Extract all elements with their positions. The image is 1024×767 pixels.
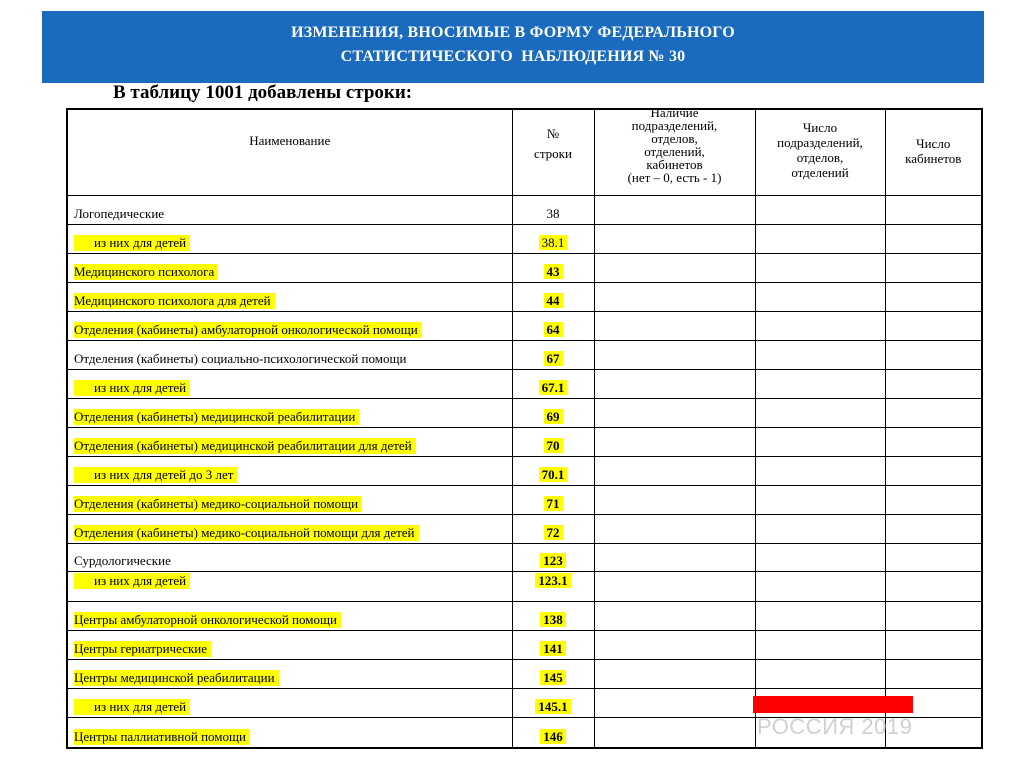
cell-subdivision-count[interactable] [755, 369, 885, 398]
header-subdivision-count [755, 109, 885, 195]
cell-cabinet-count[interactable] [885, 514, 982, 543]
cell-subdivision-count[interactable] [755, 398, 885, 427]
row-number [512, 456, 594, 485]
row-name-text: Отделения (кабинеты) медико-социальной помощи для детей [74, 525, 419, 541]
header-c3-l6: (нет – 0, есть - 1) [627, 170, 722, 185]
table-row [67, 427, 982, 456]
row-name [67, 717, 512, 748]
cell-availability[interactable] [594, 253, 755, 282]
row-name-text: Отделения (кабинеты) медицинской реабилитации для детей [74, 438, 416, 454]
row-name-text: Логопедические [74, 205, 165, 221]
table-row [67, 398, 982, 427]
cell-subdivision-count[interactable] [755, 224, 885, 253]
cell-availability[interactable] [594, 340, 755, 369]
cell-availability[interactable] [594, 514, 755, 543]
cell-availability[interactable] [594, 630, 755, 659]
row-name-text: Медицинского психолога [74, 264, 218, 280]
row-number [512, 688, 594, 717]
subtitle: В таблицу 1001 добавлены строки: [113, 82, 413, 103]
row-name-text: Центры медицинской реабилитации [74, 670, 279, 686]
row-name [67, 601, 512, 630]
row-number-text: 44 [544, 293, 563, 308]
cell-cabinet-count[interactable] [885, 311, 982, 340]
cell-subdivision-count[interactable] [755, 601, 885, 630]
cell-cabinet-count[interactable] [885, 340, 982, 369]
header-num-word: строки [534, 146, 572, 161]
row-name [67, 282, 512, 311]
header-num-symbol: № [546, 126, 560, 141]
table-row [67, 601, 982, 630]
cell-availability[interactable] [594, 195, 755, 224]
cell-subdivision-count[interactable] [755, 427, 885, 456]
title-line-2: СТАТИСТИЧЕСКОГО НАБЛЮДЕНИЯ № 30 [340, 48, 686, 65]
header-c3-l1: Наличие [650, 109, 699, 120]
cell-availability[interactable] [594, 601, 755, 630]
cell-availability[interactable] [594, 485, 755, 514]
table-row [67, 282, 982, 311]
row-number-text: 43 [544, 264, 563, 279]
cell-cabinet-count[interactable] [885, 253, 982, 282]
cell-cabinet-count[interactable] [885, 398, 982, 427]
cell-availability[interactable] [594, 543, 755, 571]
header-name [67, 109, 512, 195]
row-name-text: из них для детей [74, 573, 190, 589]
row-number-text: 70.1 [539, 467, 568, 482]
row-number-text: 141 [540, 641, 566, 656]
row-number [512, 311, 594, 340]
cell-cabinet-count[interactable] [885, 485, 982, 514]
row-number-text: 71 [544, 496, 563, 511]
table-row [67, 369, 982, 398]
cell-cabinet-count[interactable] [885, 224, 982, 253]
title-banner [42, 11, 984, 83]
row-name-text: Центры амбулаторной онкологической помощи [74, 612, 341, 628]
cell-subdivision-count[interactable] [755, 543, 885, 571]
cell-availability[interactable] [594, 659, 755, 688]
table-row [67, 543, 982, 571]
row-number [512, 398, 594, 427]
row-number-text: 38.1 [539, 235, 568, 250]
cell-availability[interactable] [594, 311, 755, 340]
row-number-text: 138 [540, 612, 566, 627]
cell-cabinet-count[interactable] [885, 195, 982, 224]
table-row [67, 659, 982, 688]
row-name [67, 224, 512, 253]
row-number [512, 601, 594, 630]
cell-cabinet-count[interactable] [885, 543, 982, 571]
row-number [512, 427, 594, 456]
row-name [67, 369, 512, 398]
table-row [67, 571, 982, 601]
row-number-text: 123.1 [535, 573, 570, 588]
row-number-text: 146 [540, 729, 566, 744]
row-name [67, 543, 512, 571]
row-number [512, 630, 594, 659]
cell-cabinet-count[interactable] [885, 630, 982, 659]
form-table [66, 108, 983, 749]
row-number-text: 38 [546, 205, 560, 221]
cell-availability[interactable] [594, 571, 755, 601]
cell-subdivision-count[interactable] [755, 195, 885, 224]
cell-cabinet-count[interactable] [885, 282, 982, 311]
cell-subdivision-count[interactable] [755, 630, 885, 659]
row-number-text: 70 [544, 438, 563, 453]
row-name [67, 630, 512, 659]
row-number-text: 64 [544, 322, 563, 337]
row-number-text: 123 [540, 553, 566, 568]
cell-subdivision-count[interactable] [755, 340, 885, 369]
row-number [512, 195, 594, 224]
header-c3-l4: отделений, [644, 144, 705, 159]
row-number [512, 514, 594, 543]
cell-availability[interactable] [594, 398, 755, 427]
row-number [512, 340, 594, 369]
row-number-text: 69 [544, 409, 563, 424]
cell-cabinet-count[interactable] [885, 601, 982, 630]
row-name-text: Медицинского психолога для детей [74, 293, 275, 309]
cell-cabinet-count[interactable] [885, 427, 982, 456]
row-name-text: из них для детей до 3 лет [74, 467, 237, 483]
row-name-text: Отделения (кабинеты) медико-социальной помощи [74, 496, 362, 512]
row-number [512, 485, 594, 514]
row-number [512, 659, 594, 688]
cell-cabinet-count[interactable] [885, 369, 982, 398]
table-row [67, 514, 982, 543]
table-row [67, 340, 982, 369]
table-header-row [67, 109, 982, 195]
row-number-text: 145.1 [535, 699, 570, 714]
row-name-text: Центры паллиативной помощи [74, 729, 250, 745]
red-accent-bar [753, 696, 913, 713]
cell-cabinet-count[interactable] [885, 456, 982, 485]
header-c3-l2: подразделений, [631, 118, 718, 133]
row-number-text: 67.1 [539, 380, 568, 395]
row-name [67, 253, 512, 282]
row-number-text: 145 [540, 670, 566, 685]
table-row [67, 253, 982, 282]
row-name-text: Отделения (кабинеты) медицинской реабилитации [74, 409, 359, 425]
cell-subdivision-count[interactable] [755, 253, 885, 282]
row-number [512, 253, 594, 282]
table-row [67, 311, 982, 340]
row-number-text: 67 [544, 351, 563, 366]
title-line-1: ИЗМЕНЕНИЯ, ВНОСИМЫЕ В ФОРМУ ФЕДЕРАЛЬНОГО [291, 24, 735, 41]
cell-subdivision-count[interactable] [755, 659, 885, 688]
header-name-text: Наименование [249, 133, 331, 148]
row-number [512, 543, 594, 571]
table-row [67, 456, 982, 485]
header-c4-l1: Число [802, 120, 838, 135]
row-number [512, 571, 594, 601]
cell-availability[interactable] [594, 427, 755, 456]
header-c5-l2: кабинетов [905, 151, 962, 166]
header-cabinet-count [885, 109, 982, 195]
cell-cabinet-count[interactable] [885, 571, 982, 601]
header-c4-l4: отделений [791, 165, 849, 180]
cell-cabinet-count[interactable] [885, 659, 982, 688]
row-name-text: Центры гериатрические [74, 641, 211, 657]
row-number-text: 72 [544, 525, 563, 540]
row-name [67, 311, 512, 340]
row-name [67, 456, 512, 485]
header-c4-l2: подразделений, [777, 135, 863, 150]
row-name-text: Отделения (кабинеты) социально-психологической помощи [74, 350, 407, 366]
row-name [67, 571, 512, 601]
row-name-text: Сурдологические [74, 552, 171, 568]
header-availability [594, 109, 755, 195]
cell-subdivision-count[interactable] [755, 311, 885, 340]
row-name [67, 340, 512, 369]
cell-availability[interactable] [594, 688, 755, 717]
row-name [67, 398, 512, 427]
row-name [67, 195, 512, 224]
cell-subdivision-count[interactable] [755, 456, 885, 485]
cell-subdivision-count[interactable] [755, 514, 885, 543]
table-row [67, 224, 982, 253]
row-name-text: из них для детей [74, 235, 190, 251]
cell-availability[interactable] [594, 224, 755, 253]
row-name [67, 659, 512, 688]
row-name [67, 427, 512, 456]
row-name [67, 485, 512, 514]
cell-availability[interactable] [594, 282, 755, 311]
row-name-text: Отделения (кабинеты) амбулаторной онкологической помощи [74, 322, 422, 338]
header-c5-l1: Число [916, 136, 951, 151]
row-name [67, 688, 512, 717]
header-c3-l5: кабинетов [646, 157, 703, 172]
row-number [512, 224, 594, 253]
cell-subdivision-count[interactable] [755, 485, 885, 514]
header-row-number [512, 109, 594, 195]
cell-availability[interactable] [594, 717, 755, 748]
cell-availability[interactable] [594, 369, 755, 398]
header-c3-l3: отделов, [651, 131, 698, 146]
row-number [512, 717, 594, 748]
row-name [67, 514, 512, 543]
cell-availability[interactable] [594, 456, 755, 485]
row-name-text: из них для детей [74, 380, 190, 396]
table-row [67, 485, 982, 514]
cell-subdivision-count[interactable] [755, 571, 885, 601]
header-c4-l3: отделов, [796, 150, 844, 165]
row-number [512, 282, 594, 311]
row-name-text: из них для детей [74, 699, 190, 715]
table-row [67, 630, 982, 659]
cell-subdivision-count[interactable] [755, 282, 885, 311]
row-number [512, 369, 594, 398]
watermark: РОССИЯ 2019 [757, 714, 913, 739]
table-row [67, 195, 982, 224]
